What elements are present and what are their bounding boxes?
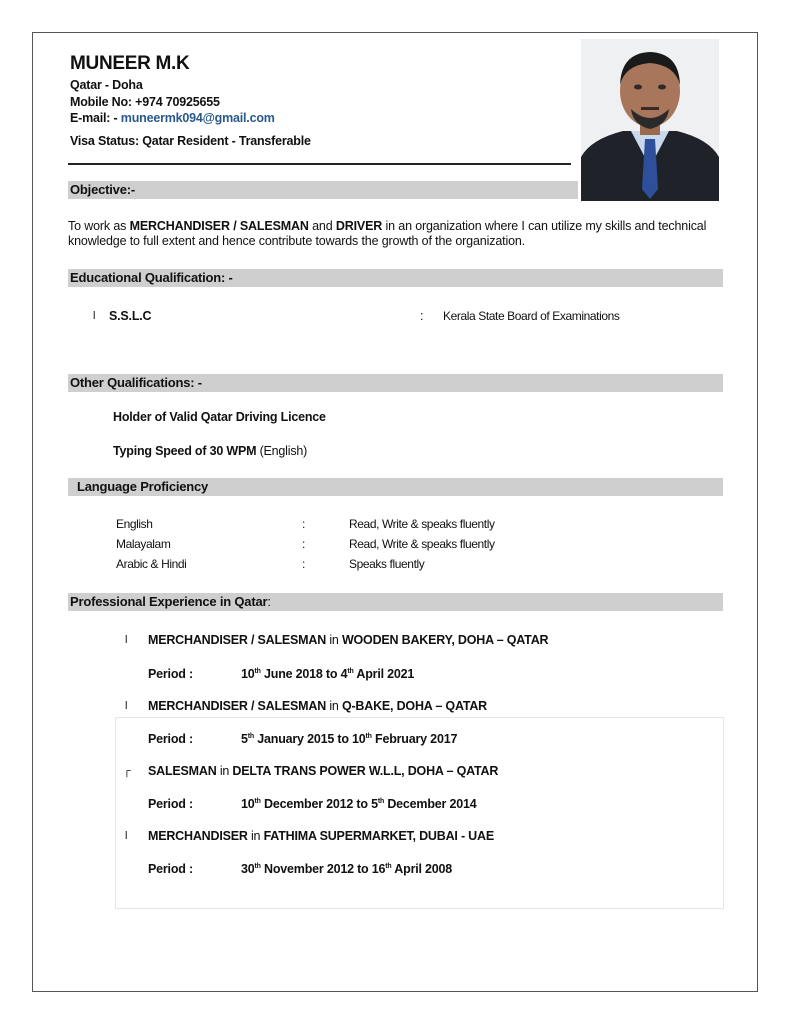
period-label: Period :	[148, 667, 193, 681]
period-label: Period :	[148, 732, 193, 746]
driving-licence: Holder of Valid Qatar Driving Licence	[113, 410, 326, 424]
job-bullet: l	[125, 830, 128, 842]
job-period: 10th June 2018 to 4th April 2021	[241, 667, 415, 681]
language-level: Speaks fluently	[349, 557, 425, 571]
job-title: SALESMAN in DELTA TRANS POWER W.L.L, DOHA – QATAR	[148, 764, 499, 778]
job-period: 30th November 2012 to 16th April 2008	[241, 862, 453, 876]
objective-heading: Objective:-	[68, 181, 578, 199]
job-bullet: l	[125, 700, 128, 712]
profile-photo	[581, 39, 719, 201]
education-separator: :	[420, 309, 424, 323]
job-title: MERCHANDISER / SALESMAN in Q-BAKE, DOHA – QATAR	[148, 699, 488, 713]
typing-speed: Typing Speed of 30 WPM (English)	[113, 444, 308, 458]
language-separator: :	[302, 557, 305, 571]
resume-page	[32, 32, 758, 992]
language-level: Read, Write & speaks fluently	[349, 537, 495, 551]
email-link[interactable]: muneermk094@gmail.com	[120, 111, 275, 125]
education-heading: Educational Qualification: -	[68, 269, 723, 287]
job-period: 10th December 2012 to 5th December 2014	[241, 797, 477, 811]
language-name: Arabic & Hindi	[116, 557, 187, 571]
job-title: MERCHANDISER in FATHIMA SUPERMARKET, DUBAI - UAE	[148, 829, 494, 843]
language-heading: Language Proficiency	[68, 478, 723, 496]
language-name: English	[116, 517, 153, 531]
education-degree: S.S.L.C	[109, 309, 152, 323]
job-title: MERCHANDISER / SALESMAN in WOODEN BAKERY, DOHA – QATAR	[148, 633, 549, 647]
language-separator: :	[302, 537, 305, 551]
experience-heading: Professional Experience in Qatar:	[68, 593, 723, 611]
header-divider	[68, 163, 571, 165]
candidate-name: MUNEER M.K	[70, 53, 190, 74]
job-period: 5th January 2015 to 10th February 2017	[241, 732, 458, 746]
education-bullet: l	[93, 310, 96, 322]
location: Qatar - Doha	[70, 78, 143, 92]
email-label: E-mail: -	[70, 111, 121, 125]
visa-status: Visa Status: Qatar Resident - Transferable	[70, 134, 311, 148]
other-qualifications-heading: Other Qualifications: -	[68, 374, 723, 392]
mobile-number: Mobile No: +974 70925655	[70, 95, 220, 109]
education-board: Kerala State Board of Examinations	[443, 309, 620, 323]
language-level: Read, Write & speaks fluently	[349, 517, 495, 531]
objective-text: To work as MERCHANDISER / SALESMAN and DRIVER in an organization where I can utilize my skills and technical knowledge to full extent and hence contribute towards the growth of the organization.	[68, 219, 707, 248]
job-bullet: ┌	[123, 765, 131, 777]
language-name: Malayalam	[116, 537, 171, 551]
email-line	[70, 111, 275, 125]
language-separator: :	[302, 517, 305, 531]
period-label: Period :	[148, 797, 193, 811]
period-label: Period :	[148, 862, 193, 876]
job-bullet: l	[125, 634, 128, 646]
